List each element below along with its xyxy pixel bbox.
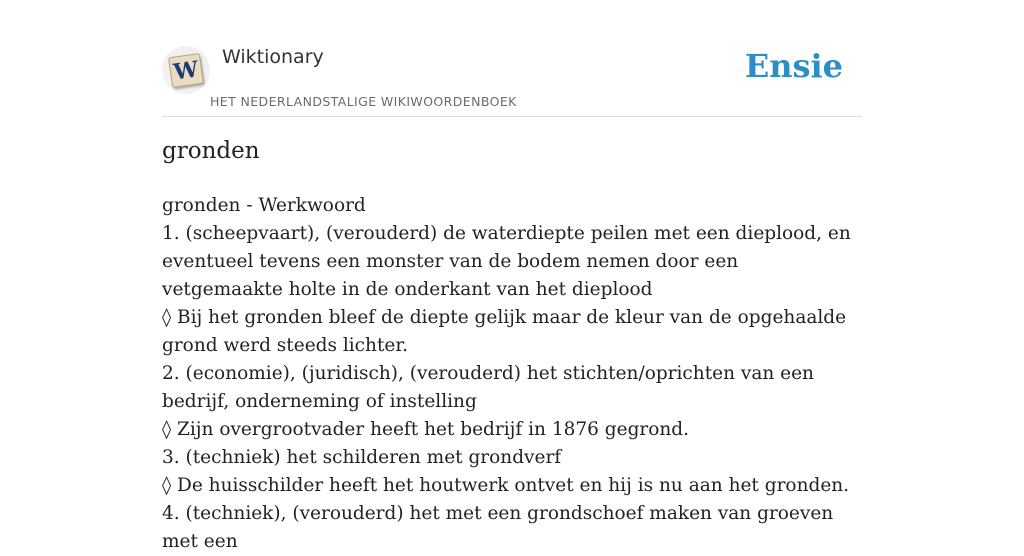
logo-tile bbox=[168, 53, 204, 88]
sense-example-3: ◊ De huisschilder heeft het houtwerk ontvet en hij is nu aan het gronden. bbox=[162, 475, 850, 496]
entry-content bbox=[162, 192, 862, 556]
sense-definition-1: 1. (scheepvaart), (verouderd) de waterdiepte peilen met een dieplood, en eventueel tevens een monster van de bodem nemen door een vetgemaakte holte in de onderkant van het dieplood bbox=[162, 223, 851, 300]
sense-definition-4: 4. (techniek), (verouderd) het met een grondschoef maken van groeven met een bbox=[162, 503, 834, 552]
ensie-brand-link[interactable]: Ensie bbox=[744, 47, 843, 85]
sense-definition-3: 3. (techniek) het schilderen met grondverf bbox=[162, 447, 562, 468]
site-name[interactable]: Wiktionary bbox=[222, 46, 324, 68]
wiktionary-logo-icon[interactable] bbox=[162, 46, 210, 94]
logo-letter: W bbox=[171, 55, 201, 86]
sense-example-1: ◊ Bij het gronden bleef de diepte gelijk maar de kleur van de opgehaalde grond werd steeds lichter. bbox=[162, 307, 847, 356]
page-container bbox=[162, 0, 862, 552]
sense-definition-2: 2. (economie), (juridisch), (verouderd) het stichten/oprichten van een bedrijf, onderneming of instelling bbox=[162, 363, 814, 412]
entry-heading: gronden - Werkwoord bbox=[162, 195, 366, 216]
sense-example-2: ◊ Zijn overgrootvader heeft het bedrijf in 1876 gegrond. bbox=[162, 419, 690, 440]
site-header bbox=[162, 0, 862, 117]
site-tagline: HET NEDERLANDSTALIGE WIKIWOORDENBOEK bbox=[210, 94, 517, 109]
page-title: gronden bbox=[162, 138, 260, 164]
